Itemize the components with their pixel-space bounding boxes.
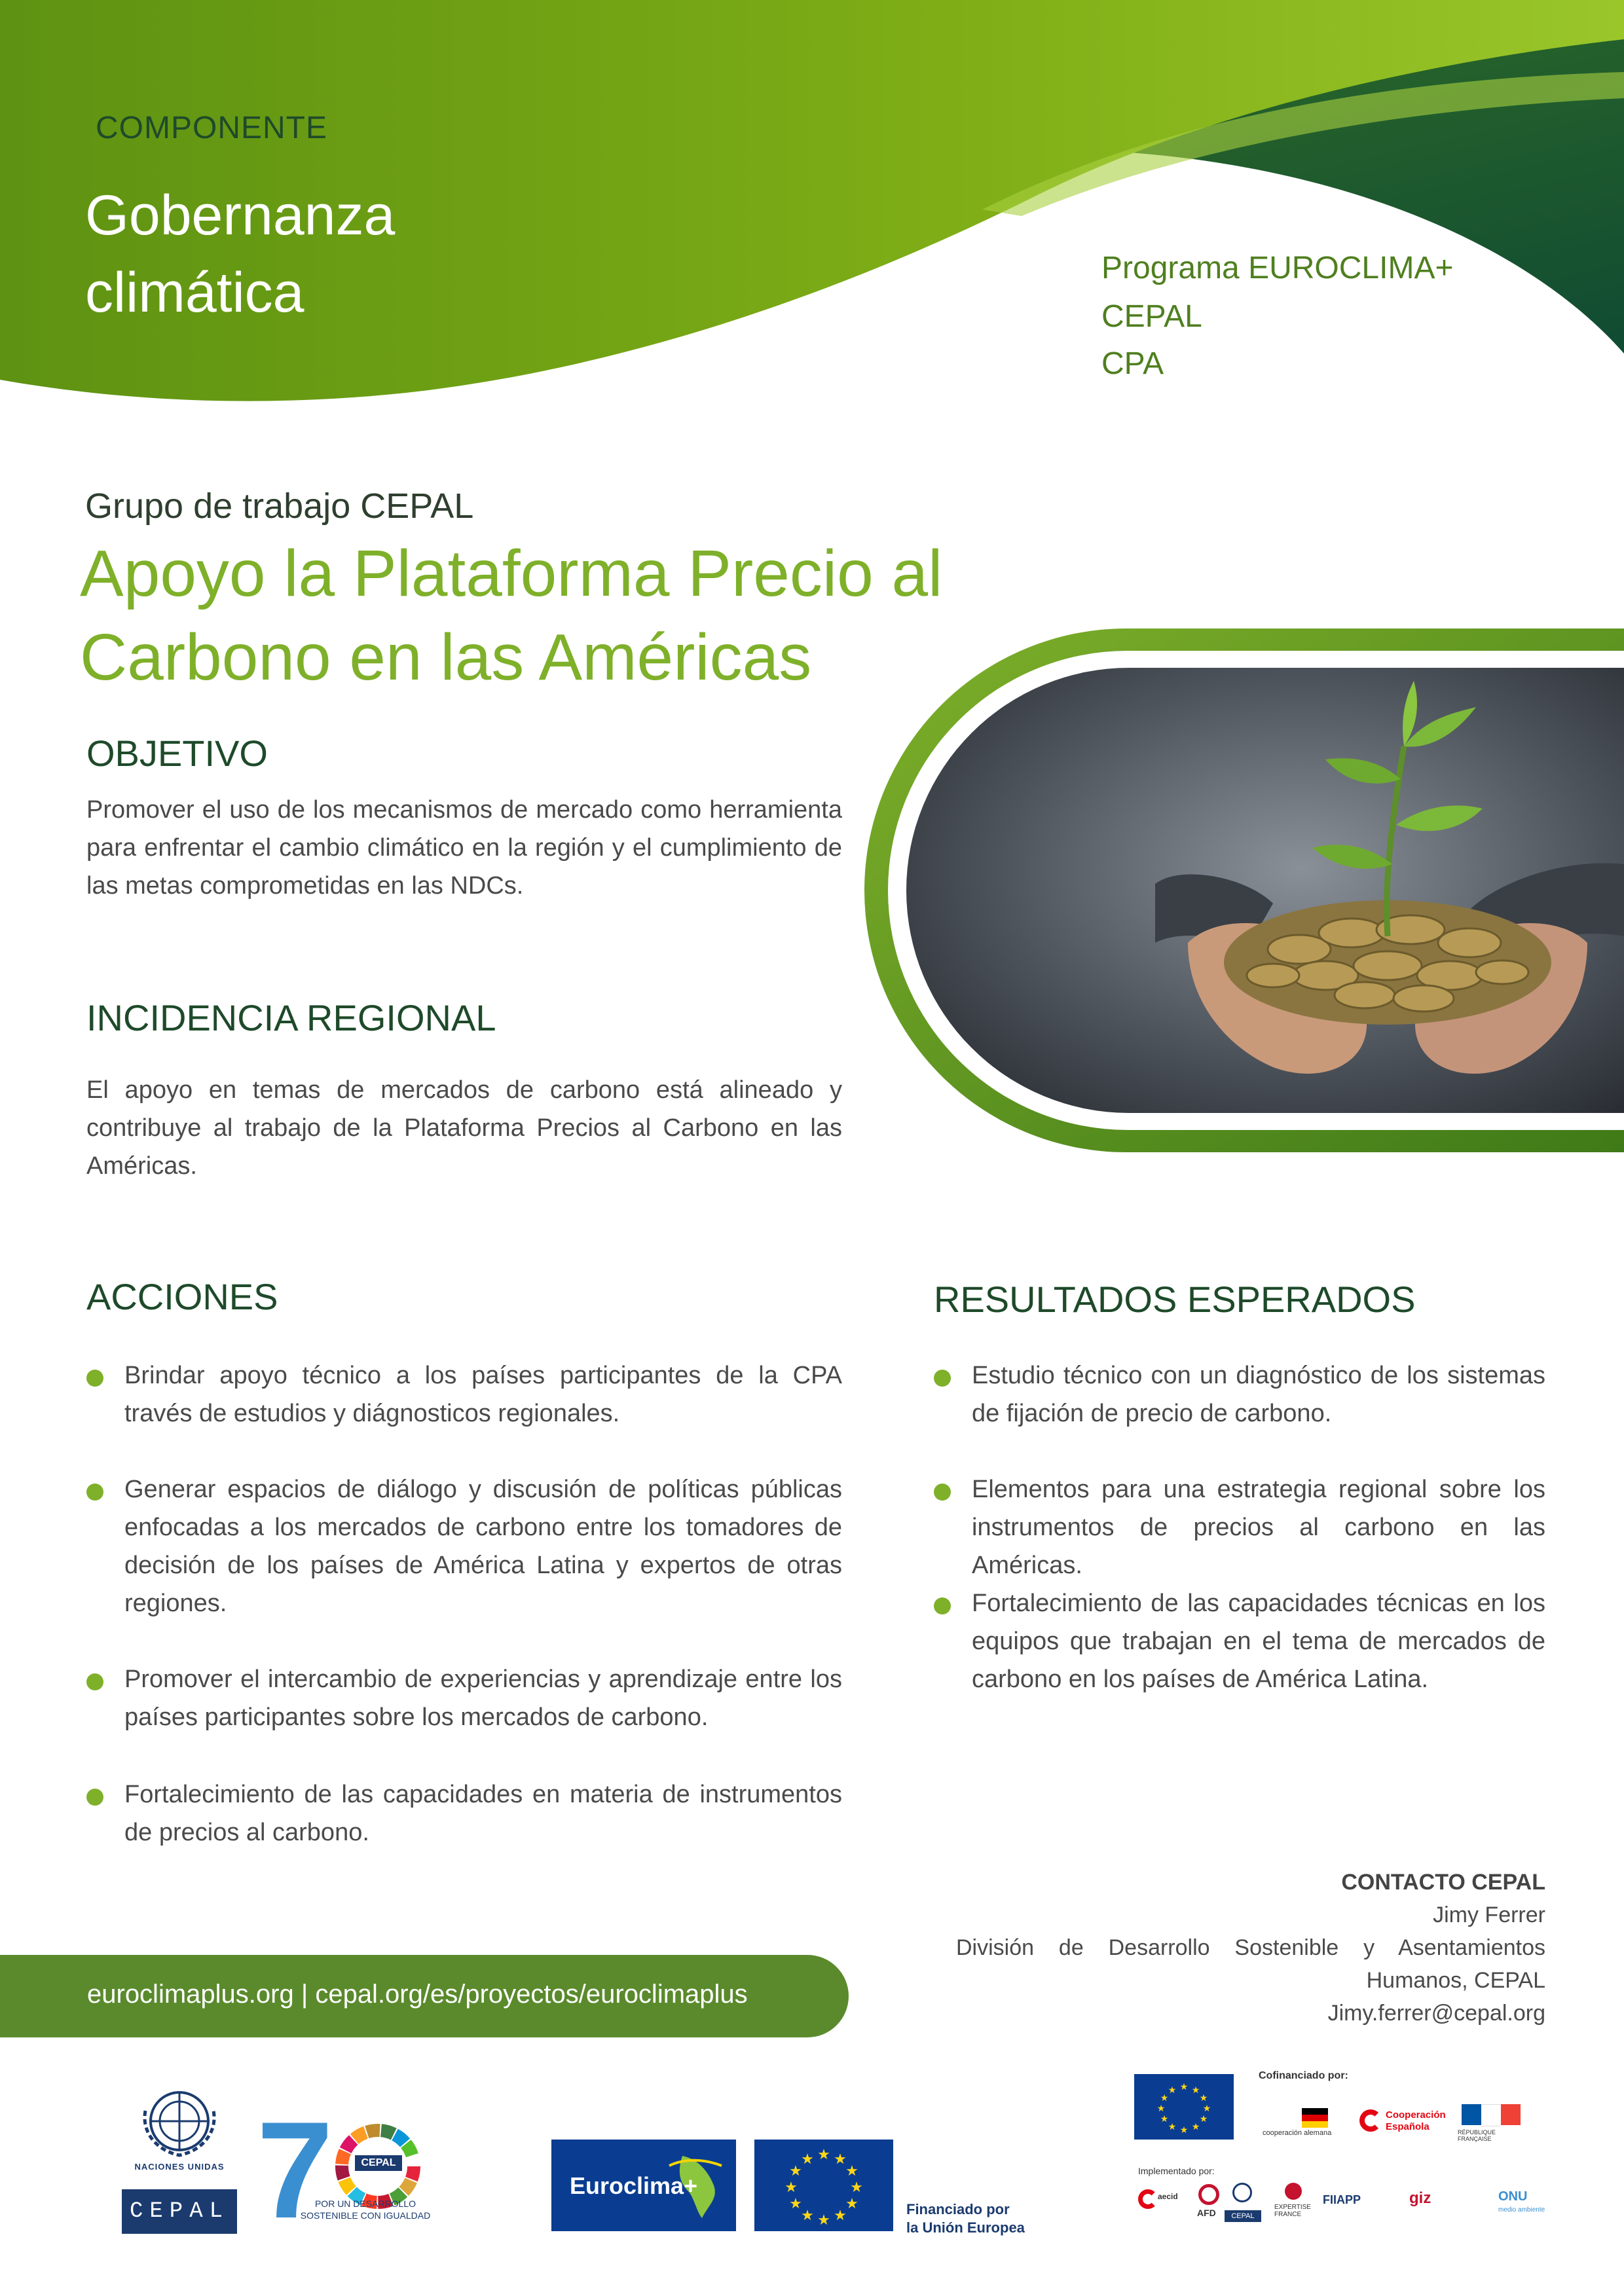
svg-text:★: ★ bbox=[834, 2151, 847, 2168]
regional-impact-heading: INCIDENCIA REGIONAL bbox=[86, 997, 496, 1038]
action-item-text: Promover el intercambio de experiencias y aprendizaje entre los países participantes sobre los mercados de carbono. bbox=[124, 1666, 842, 1731]
cofunded-label: Cofinanciado por: bbox=[1259, 2070, 1348, 2081]
contact-name: Jimy Ferrer bbox=[1433, 1903, 1545, 1927]
euroclima-label: Euroclima+ bbox=[570, 2172, 698, 2199]
german-flag-stripe-red bbox=[1302, 2115, 1328, 2121]
german-flag-stripe-gold bbox=[1302, 2121, 1328, 2128]
action-item-text: Generar espacios de diálogo y discusión de políticas públicas enfocadas a los mercados de carbono entre los tomadores de decisión de los países de América Latina y expertos de otras regiones. bbox=[124, 1476, 842, 1617]
actions-heading: ACCIONES bbox=[86, 1276, 278, 1317]
seventy-slogan-line2: SOSTENIBLE CON IGUALDAD bbox=[300, 2210, 431, 2221]
svg-text:★: ★ bbox=[1191, 2085, 1200, 2096]
result-item-text: Fortalecimiento de las capacidades técnicas en los equipos que trabajan en el tema de mercados de carbono en los países de América Latina. bbox=[972, 1590, 1545, 1693]
contact-heading: CONTACTO CEPAL bbox=[1341, 1870, 1545, 1895]
aecid-logo bbox=[1138, 2187, 1177, 2226]
french-flag-blue bbox=[1462, 2104, 1481, 2125]
expertise-france-logo bbox=[1274, 2183, 1327, 2229]
svg-text:★: ★ bbox=[1199, 2093, 1208, 2104]
bullet-dot-icon bbox=[86, 1673, 103, 1690]
svg-text:★: ★ bbox=[801, 2151, 814, 2168]
bullet-dot-icon bbox=[934, 1597, 951, 1614]
aecid-icon bbox=[1138, 2189, 1158, 2209]
svg-text:★: ★ bbox=[1168, 2122, 1177, 2132]
cooperacion-alemana-logo bbox=[1263, 2103, 1335, 2142]
giz-logo: giz bbox=[1409, 2189, 1431, 2207]
action-item-text: Fortalecimiento de las capacidades en materia de instrumentos de precios al carbono. bbox=[124, 1781, 842, 1846]
eu-funded-line2: la Unión Europea bbox=[906, 2219, 1025, 2236]
svg-text:★: ★ bbox=[1191, 2122, 1200, 2132]
expertise-label: EXPERTISE FRANCE bbox=[1274, 2204, 1311, 2218]
bullet-dot-icon bbox=[86, 1484, 103, 1501]
republique-label: RÉPUBLIQUE FRANÇAISE bbox=[1458, 2129, 1496, 2142]
svg-text:★: ★ bbox=[1168, 2085, 1177, 2096]
svg-text:★: ★ bbox=[1202, 2104, 1211, 2114]
svg-text:★: ★ bbox=[845, 2163, 858, 2179]
result-item-text: Estudio técnico con un diagnóstico de los sistemas de fijación de precio de carbono. bbox=[972, 1362, 1545, 1427]
svg-text:★: ★ bbox=[1160, 2114, 1169, 2124]
svg-text:★: ★ bbox=[784, 2179, 798, 2196]
cepal-70-logo bbox=[257, 2093, 434, 2247]
un-label: NACIONES UNIDAS bbox=[134, 2162, 225, 2172]
links-bar bbox=[0, 1955, 849, 2037]
un-small-emblem-icon bbox=[1232, 2183, 1252, 2202]
project-title: Apoyo la Plataforma Precio al Carbono en las Américas bbox=[80, 537, 943, 694]
euroclima-logo bbox=[551, 2140, 736, 2231]
svg-text:★: ★ bbox=[845, 2196, 858, 2212]
svg-text:★: ★ bbox=[1179, 2125, 1189, 2136]
svg-text:★: ★ bbox=[817, 2212, 830, 2229]
objective-heading: OBJETIVO bbox=[86, 733, 268, 774]
svg-text:★: ★ bbox=[1156, 2104, 1166, 2114]
svg-text:★: ★ bbox=[801, 2208, 814, 2224]
component-label: COMPONENTE bbox=[96, 111, 328, 145]
french-flag-red bbox=[1501, 2104, 1521, 2125]
aecid-label: aecid bbox=[1158, 2192, 1178, 2201]
cepal-small-label: CEPAL bbox=[1225, 2210, 1261, 2222]
german-flag-stripe-black bbox=[1302, 2108, 1328, 2115]
afd-label: AFD bbox=[1197, 2208, 1216, 2218]
bullet-dot-icon bbox=[934, 1484, 951, 1501]
fiiapp-logo: FIIAPP bbox=[1323, 2193, 1361, 2206]
objective-text: Promover el uso de los mecanismos de mercado como herramienta para enfrentar el cambio climático en la región y el cumplimiento de las metas comprometidas en las NDCs. bbox=[86, 796, 842, 900]
hands-coins-seedling-photo bbox=[906, 668, 1624, 1113]
eu-funded-line1: Financiado por bbox=[906, 2201, 1010, 2217]
expected-results-heading: RESULTADOS ESPERADOS bbox=[934, 1279, 1416, 1320]
contact-division: División de Desarrollo Sostenible y Asentamientos Humanos, CEPAL bbox=[956, 1935, 1545, 1993]
afd-logo bbox=[1190, 2184, 1230, 2230]
expertise-icon bbox=[1285, 2183, 1302, 2200]
program-line-euroclima: Programa EUROCLIMA+ bbox=[1101, 251, 1454, 285]
cepal-small-logo bbox=[1225, 2183, 1264, 2229]
french-flag-white bbox=[1481, 2104, 1501, 2126]
bullet-dot-icon bbox=[86, 1789, 103, 1806]
cooperacion-espanola-line2: Española bbox=[1386, 2121, 1430, 2132]
bullet-dot-icon bbox=[86, 1370, 103, 1387]
cooperacion-alemana-label: cooperación alemana bbox=[1263, 2129, 1332, 2137]
eu-flag-large bbox=[754, 2140, 893, 2231]
un-emblem-icon bbox=[122, 2085, 237, 2163]
working-group-label: Grupo de trabajo CEPAL bbox=[85, 486, 474, 526]
svg-text:★: ★ bbox=[850, 2179, 863, 2196]
afd-icon bbox=[1198, 2184, 1219, 2205]
program-line-cepal: CEPAL bbox=[1101, 299, 1202, 334]
svg-text:★: ★ bbox=[789, 2163, 802, 2179]
onu-logo: ONU bbox=[1498, 2189, 1528, 2204]
contact-block bbox=[956, 1866, 1545, 2030]
bullet-dot-icon bbox=[934, 1370, 951, 1387]
eu-stars-flag-icon bbox=[1134, 2074, 1234, 2140]
republique-francaise-logo bbox=[1458, 2102, 1523, 2141]
website-links[interactable]: euroclimaplus.org | cepal.org/es/proyectos/euroclimaplus bbox=[87, 1980, 748, 2009]
implemented-label: Implementado por: bbox=[1138, 2166, 1215, 2176]
eu-flag-small bbox=[1134, 2074, 1234, 2140]
seventy-digit-7: 7 bbox=[257, 2093, 333, 2247]
svg-text:★: ★ bbox=[1199, 2114, 1208, 2124]
contact-email[interactable]: Jimy.ferrer@cepal.org bbox=[1327, 2001, 1545, 2026]
svg-text:★: ★ bbox=[834, 2208, 847, 2224]
cepal-logo-label: CEPAL bbox=[122, 2189, 237, 2234]
onu-sub-label: medio ambiente bbox=[1498, 2206, 1545, 2214]
action-item-text: Brindar apoyo técnico a los países participantes de la CPA través de estudios y diágnosticos regionales. bbox=[124, 1362, 842, 1427]
cooperacion-espanola-icon bbox=[1359, 2109, 1382, 2132]
seventy-slogan-line1: POR UN DESARROLLO bbox=[314, 2198, 416, 2209]
program-line-cpa: CPA bbox=[1101, 346, 1164, 381]
svg-text:★: ★ bbox=[1160, 2093, 1169, 2104]
svg-text:★: ★ bbox=[817, 2147, 830, 2163]
svg-text:★: ★ bbox=[789, 2196, 802, 2212]
component-title: Gobernanza climática bbox=[85, 184, 396, 324]
cooperacion-espanola-line1: Cooperación bbox=[1386, 2109, 1446, 2121]
un-cepal-logo bbox=[122, 2085, 237, 2235]
regional-impact-text: El apoyo en temas de mercados de carbono está alineado y contribuye al trabajo de la Plataforma Precios al Carbono en las Américas. bbox=[86, 1076, 842, 1180]
result-item-text: Elementos para una estrategia regional sobre los instrumentos de precios al carbono en las Américas. bbox=[972, 1476, 1545, 1579]
seventy-tag: CEPAL bbox=[355, 2155, 402, 2171]
svg-text:★: ★ bbox=[1179, 2082, 1189, 2092]
cooperacion-espanola-logo bbox=[1359, 2104, 1451, 2143]
eu-stars-flag-icon bbox=[754, 2140, 893, 2231]
